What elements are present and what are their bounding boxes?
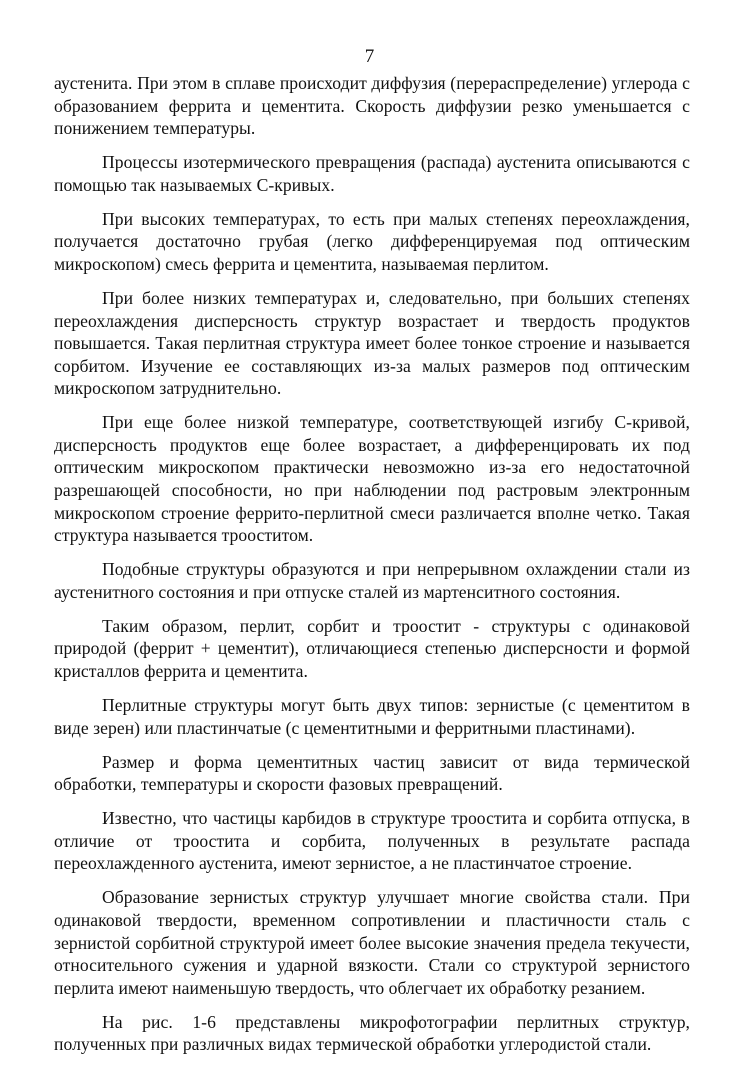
paragraph: Известно, что частицы карбидов в структуре троостита и сорбита отпуска, в отличие от троостита и сорбита, полученных в результате распада переохлажденного аустенита, имеют зернистое, а не пластинчатое строение. [54,808,690,874]
paragraph: При высоких температурах, то есть при малых степенях переохлаждения, получается достаточно грубая (легко дифференцируемая под оптическим микроскопом) смесь феррита и цементита, называемая перлитом. [54,208,690,274]
page-number: 7 [364,46,375,67]
paragraph: При еще более низкой температуре, соответствующей изгибу С-кривой, дисперсность продуктов еще более возрастает, а дифференцировать их под оптическим микроскопом практически невозможно из-за его недостаточной разрешающей способности, но при наблюдении под растровым электронным микроскопом строение феррито-перлитной смеси различается вполне четко. Такая структура называется трооститом. [54,412,690,546]
paragraph: Таким образом, перлит, сорбит и троостит - структуры с одинаковой природой (феррит + цементит), отличающиеся степенью дисперсности и формой кристаллов феррита и цементита. [54,615,690,681]
paragraph: Перлитные структуры могут быть двух типов: зернистые (с цементитом в виде зерен) или пластинчатые (с цементитными и ферритными пластинами). [54,694,690,738]
paragraph: Размер и форма цементитных частиц зависит от вида термической обработки, температуры и скорости фазовых превращений. [54,751,690,795]
paragraph: Процессы изотермического превращения (распада) аустенита описываются с помощью так называемых С-кривых. [54,152,690,195]
paragraph: Подобные структуры образуются и при непрерывном охлаждении стали из аустенитного состояния и при отпуске сталей из мартенситного состояния. [54,559,690,602]
paragraph: Образование зернистых структур улучшает многие свойства стали. При одинаковой твердости, временном сопротивлении и пластичности сталь с зернистой сорбитной структурой имеет более высокие значения предела текучести, относительного сужения и ударной вязкости. Стали со структурой зернистого перлита имеют наименьшую твердость, что облегчает их обработку резанием. [54,887,690,998]
body-text [54,72,690,1056]
paragraph: На рис. 1-6 представлены микрофотографии перлитных структур, полученных при различных видах термической обработки углеродистой стали. [54,1011,690,1055]
paragraph: При более низких температурах и, следовательно, при больших степенях переохлаждения дисперсность структур возрастает и твердость продуктов повышается. Такая перлитная структура имеет более тонкое строение и называется сорбитом. Изучение ее составляющих из-за малых размеров под оптическим микроскопом затруднительно. [54,287,690,399]
paragraph: аустенита. При этом в сплаве происходит диффузия (перераспределение) углерода с образованием феррита и цементита. Скорость диффузии резко уменьшается с понижением температуры. [54,73,690,139]
